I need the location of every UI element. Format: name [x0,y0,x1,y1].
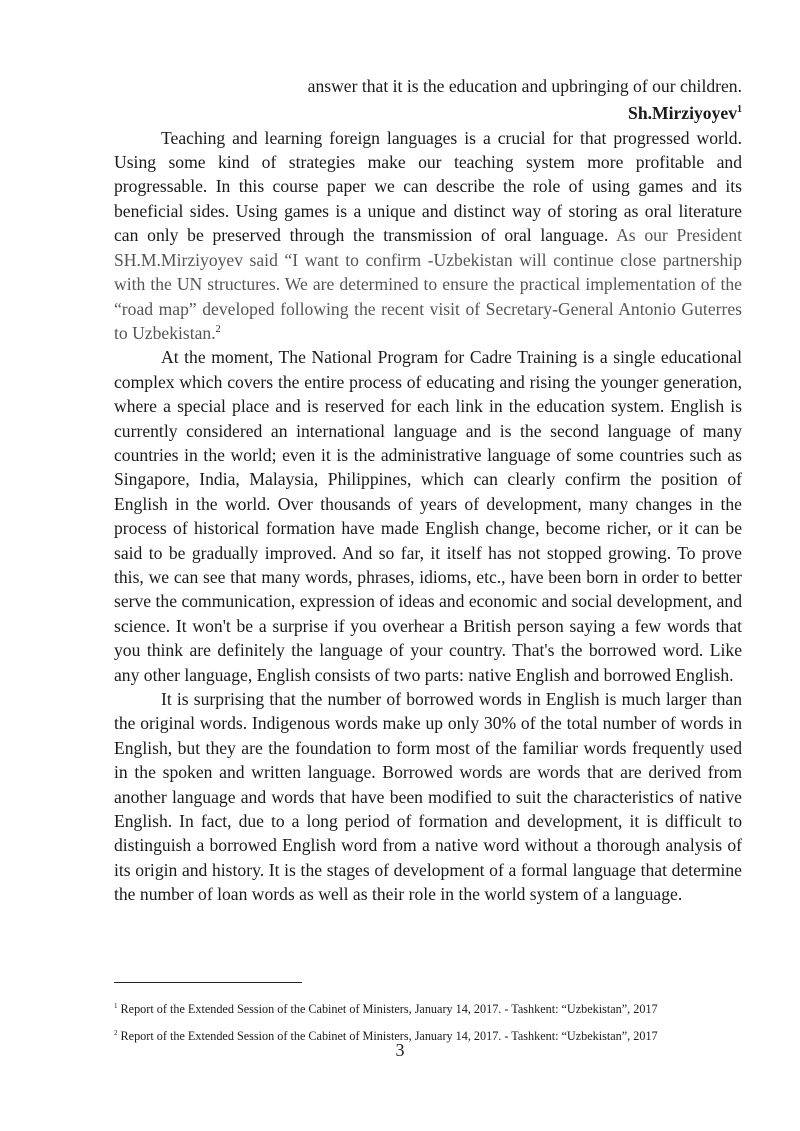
president-quote: As our President SH.M.Mirziyoyev said “I want to confirm -Uzbekistan will continue close partnership with the UN structures. We are determined to ensure the practical implementation of the “road map” developed following the recent visit of Secretary-General Antonio Guterres to Uzbekistan. [114,225,742,343]
footnote-2-marker: 2 [114,1029,118,1038]
footnote-1-marker: 1 [114,1002,118,1010]
epigraph-closing-line: answer that it is the education and upbringing of our children. [307,76,742,96]
footnote-1 [114,996,754,1019]
footnote-1-text: Report of the Extended Session of the Cabinet of Ministers, January 14, 2017. - Tashkent: “Uzbekistan”, 2017 [120,1002,658,1017]
paragraph-3: It is surprising that the number of borrowed words in English is much larger than the original words. Indigenous words make up only 30% of the total number of words in English, but they are the foundation to form most of the familiar words frequently used in the spoken and written language. Borrowed words are words that are derived from another language and words that have been modified to suit the characteristics of native English. In fact, due to a long period of formation and development, it is difficult to distinguish a borrowed English word from a native word without a thorough analysis of its origin and history. It is the stages of development of a formal language that determine the number of loan words as well as their role in the world system of a language. [114,689,742,905]
footnote-divider [114,982,302,983]
footnote-ref-2[interactable]: 2 [215,324,221,336]
paragraph-1 [114,126,742,346]
footnote-ref-1[interactable]: 1 [737,104,742,116]
epigraph-author [114,98,742,125]
body-text [114,74,742,907]
paragraph-1-text: Teaching and learning foreign languages is a crucial for that progressed world. Using some kind of strategies make our teaching system more profitable and progressable. In this course paper we can describe the role of using games and its beneficial sides. Using games is a unique and distinct way of storing as oral literature can only be preserved through the transmission of oral language. [114,127,742,246]
paragraph-2: At the moment, The National Program for Cadre Training is a single educational complex which covers the entire process of educating and rising the younger generation, where a special place and is reserved for each link in the education system. English is currently considered an international language and is the second language of many countries in the world; even it is the administrative language of some countries such as Singapore, India, Malaysia, Philippines, which can clearly confirm the position of English in the world. Over thousands of years of development, many changes in the process of historical formation have made English change, become richer, or it can be said to be gradually improved. And so far, it itself has not stopped growing. To prove this, we can see that many words, phrases, idioms, etc., have been born in order to better serve the communication, expression of ideas and economic and social development, and science. It won't be a surprise if you overhear a British person saying a few words that you think are definitely the language of your country. That's the borrowed word. Like any other language, English consists of two parts: native English and borrowed English. [114,347,742,685]
page-number: 3 [395,1040,405,1060]
author-name: Sh.Mirziyoyev [628,103,737,124]
footnote-2-text: Report of the Extended Session of the Cabinet of Ministers, January 14, 2017. - Tashkent: “Uzbekistan”, 2017 [120,1029,658,1044]
